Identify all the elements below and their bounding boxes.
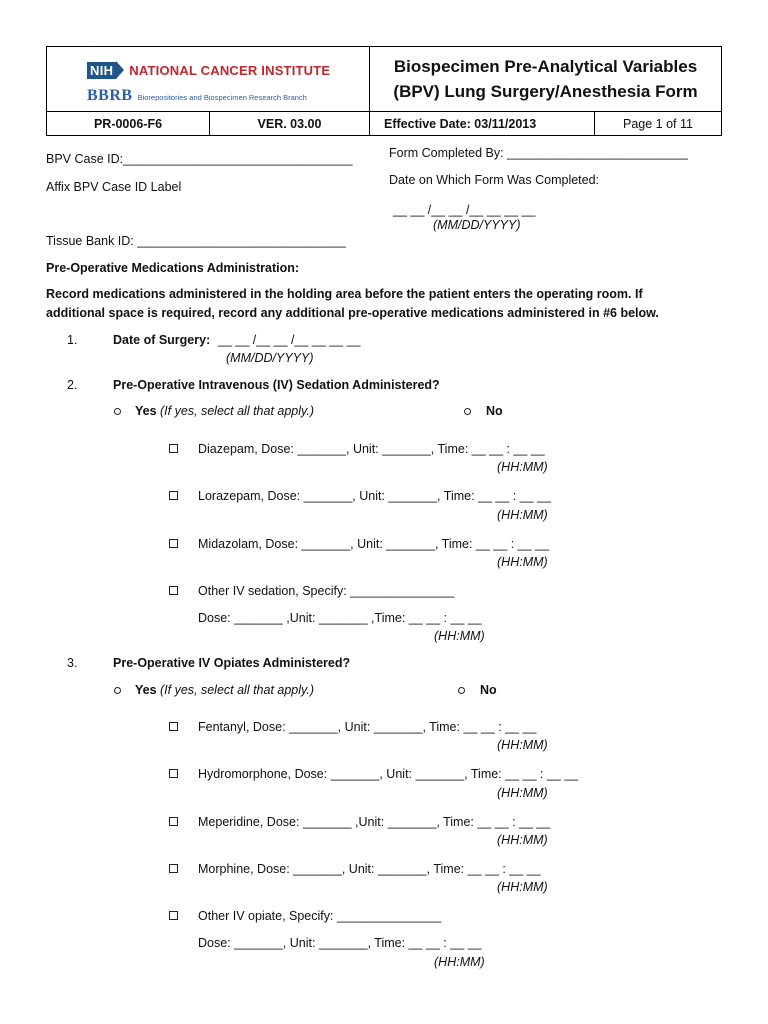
bpv-case-id-field[interactable]: BPV Case ID:_________________________________ — [46, 152, 353, 166]
bbrb-abbr: BBRB — [87, 87, 133, 104]
q3-no-radio[interactable] — [458, 687, 465, 694]
lorazepam-time-format: (HH:MM) — [497, 508, 548, 522]
title-line-2: (BPV) Lung Surgery/Anesthesia Form — [393, 82, 698, 101]
surgery-date-field[interactable]: __ __ /__ __ /__ __ __ __ — [218, 333, 361, 347]
doc-id: PR-0006-F6 — [47, 112, 210, 136]
nci-name: NATIONAL CANCER INSTITUTE — [129, 62, 331, 78]
q2-label: Pre-Operative Intravenous (IV) Sedation Administered? — [113, 378, 440, 392]
other-opiate-checkbox[interactable] — [169, 911, 178, 920]
morphine-row[interactable]: Morphine, Dose: _______, Unit: _______, Time: __ __ : __ __ — [198, 862, 541, 876]
q2-yes-radio[interactable] — [114, 408, 121, 415]
other-opiate-specify[interactable]: Other IV opiate, Specify: _______________ — [198, 909, 442, 923]
other-opiate-time-format: (HH:MM) — [434, 955, 485, 969]
q2-yes-label: Yes — [135, 404, 157, 418]
fentanyl-checkbox[interactable] — [169, 722, 178, 731]
date-completed-format: (MM/DD/YYYY) — [433, 218, 521, 232]
q3-label: Pre-Operative IV Opiates Administered? — [113, 656, 351, 670]
doc-version: VER. 03.00 — [210, 112, 370, 136]
q3-yes-label: Yes — [135, 683, 157, 697]
hydromorphone-row[interactable]: Hydromorphone, Dose: _______, Unit: _______, Time: __ __ : __ __ — [198, 767, 579, 781]
nih-logo-box: NIH — [87, 62, 116, 79]
hydromorphone-checkbox[interactable] — [169, 769, 178, 778]
diazepam-row[interactable]: Diazepam, Dose: _______, Unit: _______, Time: __ __ : __ __ — [198, 442, 545, 456]
form-completed-by-field[interactable]: Form Completed By: __________________________ — [389, 146, 688, 160]
q3-no-label: No — [480, 683, 497, 697]
lorazepam-row[interactable]: Lorazepam, Dose: _______, Unit: _______, Time: __ __ : __ __ — [198, 489, 552, 503]
other-sedation-specify[interactable]: Other IV sedation, Specify: _______________ — [198, 584, 455, 598]
form-header — [46, 46, 722, 136]
hydromorphone-time-format: (HH:MM) — [497, 786, 548, 800]
meperidine-time-format: (HH:MM) — [497, 833, 548, 847]
bbrb-logo — [87, 87, 307, 105]
lorazepam-checkbox[interactable] — [169, 491, 178, 500]
morphine-time-format: (HH:MM) — [497, 880, 548, 894]
nih-arrow-icon — [116, 61, 124, 79]
other-sedation-dose-row[interactable]: Dose: _______ ,Unit: _______ ,Time: __ __ : __ __ — [198, 611, 482, 625]
instructions-line-1: Record medications administered in the holding area before the patient enters the operating room. If — [46, 287, 643, 301]
meperidine-row[interactable]: Meperidine, Dose: _______ ,Unit: _______, Time: __ __ : __ __ — [198, 815, 551, 829]
q2-number: 2. — [67, 378, 78, 392]
midazolam-row[interactable]: Midazolam, Dose: _______, Unit: _______, Time: __ __ : __ __ — [198, 537, 549, 551]
section-heading: Pre-Operative Medications Administration: — [46, 261, 300, 275]
q3-yes-radio[interactable] — [114, 687, 121, 694]
q2-no-label: No — [486, 404, 503, 418]
tissue-bank-id-field[interactable]: Tissue Bank ID: ______________________________ — [46, 234, 346, 248]
midazolam-checkbox[interactable] — [169, 539, 178, 548]
effective-date: Effective Date: 03/11/2013 — [370, 112, 595, 136]
diazepam-checkbox[interactable] — [169, 444, 178, 453]
bbrb-name: Biorepositories and Biospecimen Research Branch — [137, 93, 307, 102]
q2-yes-note: (If yes, select all that apply.) — [160, 404, 314, 418]
other-opiate-dose-row[interactable]: Dose: _______, Unit: _______, Time: __ __ : __ __ — [198, 936, 482, 950]
form-title — [370, 47, 722, 112]
diazepam-time-format: (HH:MM) — [497, 460, 548, 474]
page-number: Page 1 of 11 — [595, 112, 722, 136]
q1-number: 1. — [67, 333, 78, 347]
q3-yes-note: (If yes, select all that apply.) — [160, 683, 314, 697]
date-completed-field[interactable]: __ __ /__ __ /__ __ __ __ — [393, 203, 536, 217]
nci-logo — [87, 61, 330, 79]
affix-label-text: Affix BPV Case ID Label — [46, 180, 182, 194]
title-line-1: Biospecimen Pre-Analytical Variables — [393, 57, 698, 76]
logo-cell — [47, 47, 370, 112]
q3-number: 3. — [67, 656, 78, 670]
other-sedation-time-format: (HH:MM) — [434, 629, 485, 643]
fentanyl-time-format: (HH:MM) — [497, 738, 548, 752]
date-completed-label: Date on Which Form Was Completed: — [389, 173, 600, 187]
fentanyl-row[interactable]: Fentanyl, Dose: _______, Unit: _______, Time: __ __ : __ __ — [198, 720, 537, 734]
surgery-date-format: (MM/DD/YYYY) — [226, 351, 314, 365]
q1-label: Date of Surgery: — [113, 333, 211, 347]
meperidine-checkbox[interactable] — [169, 817, 178, 826]
other-sedation-checkbox[interactable] — [169, 586, 178, 595]
q2-no-radio[interactable] — [464, 408, 471, 415]
midazolam-time-format: (HH:MM) — [497, 555, 548, 569]
morphine-checkbox[interactable] — [169, 864, 178, 873]
instructions-line-2: additional space is required, record any additional pre-operative medications administered in #6 below. — [46, 306, 659, 320]
